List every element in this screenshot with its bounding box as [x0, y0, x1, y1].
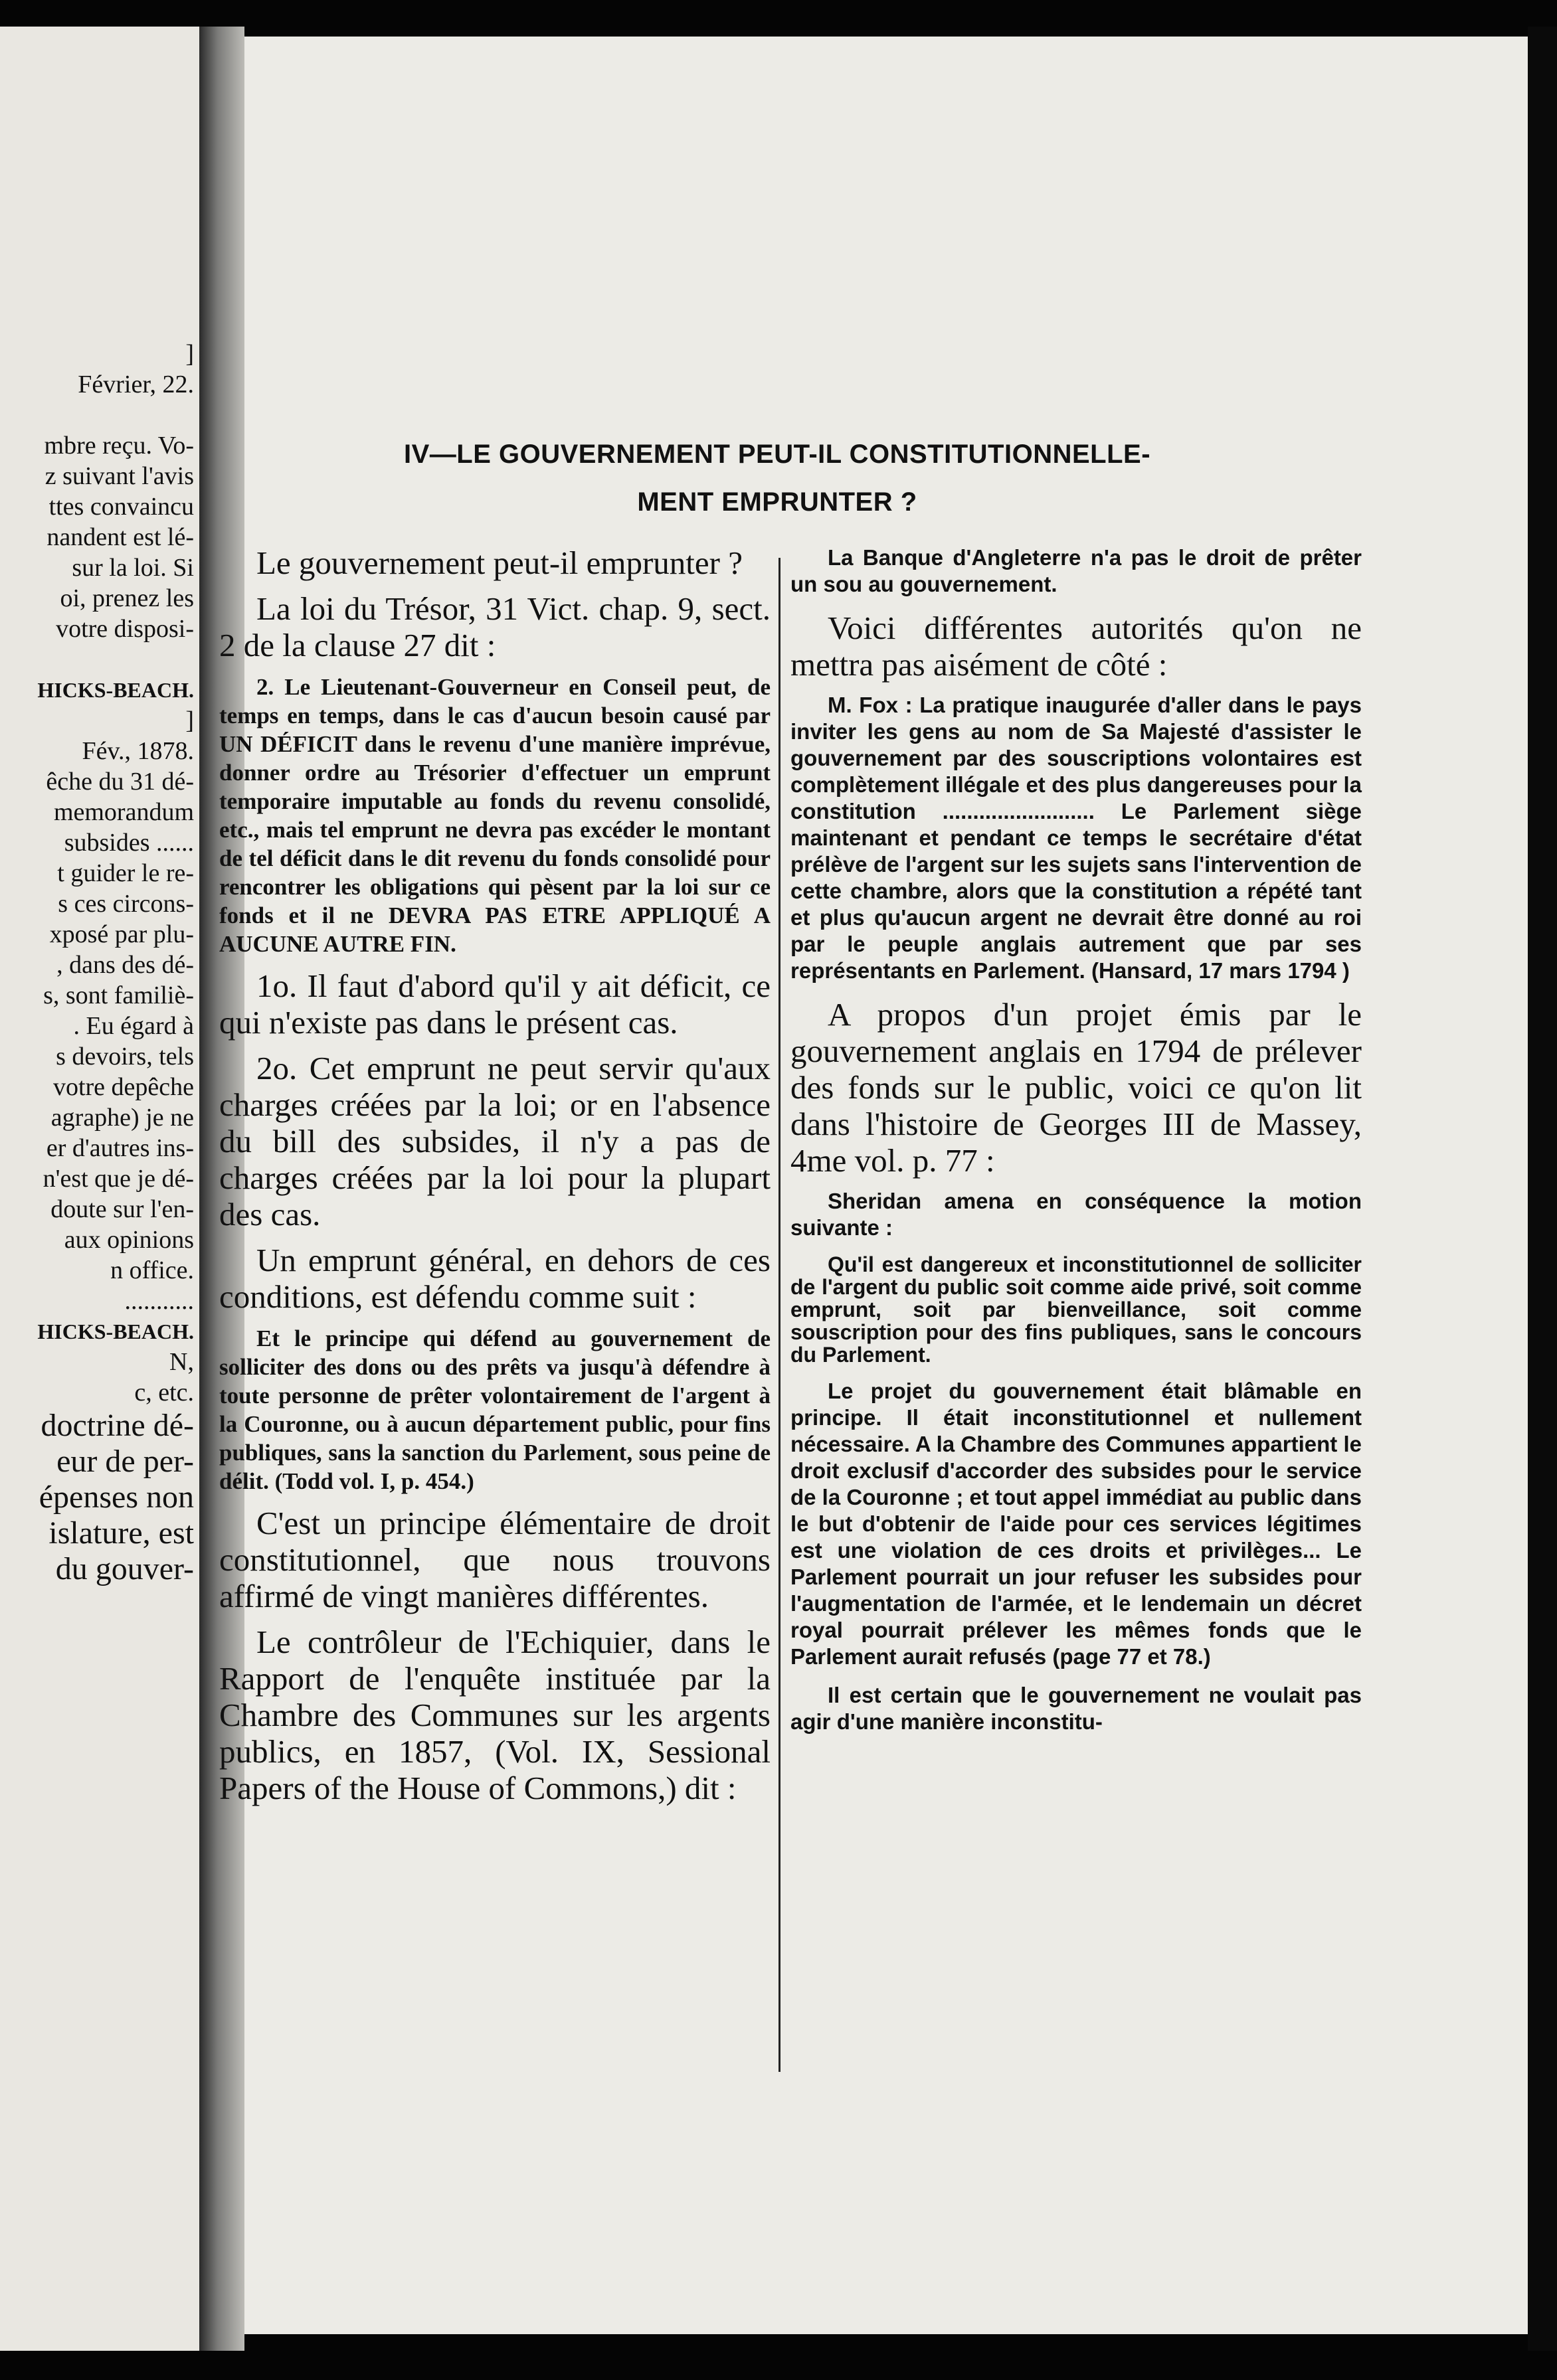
facing-line: oi, prenez les	[60, 584, 194, 612]
facing-line: n office.	[110, 1256, 194, 1284]
column-rule	[778, 558, 780, 2072]
facing-line: memorandum	[53, 798, 194, 826]
facing-page-text	[0, 339, 194, 1587]
facing-line: êche du 31 dé-	[46, 768, 194, 796]
scan-edge	[1528, 27, 1557, 2351]
facing-line: er d'autres ins-	[46, 1134, 194, 1162]
facing-line: subsides ......	[64, 829, 194, 857]
facing-line: sur la loi. Si	[72, 554, 194, 582]
facing-signature: HICKS-BEACH.	[37, 1319, 194, 1343]
facing-line: agraphe) je ne	[50, 1104, 194, 1132]
paragraph: Voici différentes autorités qu'on ne mettra pas aisément de côté :	[790, 610, 1362, 683]
facing-line: , dans des dé-	[56, 951, 194, 979]
facing-line: islature, est	[48, 1515, 194, 1551]
facing-line: s ces circons-	[58, 890, 194, 918]
facing-line: . Eu égard à	[73, 1012, 194, 1040]
facing-line: votre disposi-	[56, 615, 194, 643]
facing-line: ...........	[124, 1287, 194, 1315]
paragraph: 1o. Il faut d'abord qu'il y ait déficit, ce qui n'existe pas dans le présent cas.	[219, 968, 771, 1041]
law-quote: 2. Le Lieutenant-Gouverneur en Conseil peut, de temps en temps, dans le cas d'aucun besoin causé par UN DÉFICIT dans le revenu d'une manière imprévue, donner ordre au Trésorier d'effectuer un emprunt temporaire imputable au fonds du revenu consolidé, etc., mais tel emprunt ne devra pas excéder le montant de tel déficit dans le dit revenu du fonds consolidé pour rencontrer les obligations qui pèsent par la loi sur ce fonds et il ne DEVRA PAS ETRE APPLIQUÉ A AUCUNE AUTRE FIN.	[219, 674, 771, 957]
facing-line: Février, 22.	[78, 371, 194, 398]
facing-line: c, etc.	[134, 1379, 194, 1406]
left-column	[219, 545, 771, 1816]
paragraph: Le contrôleur de l'Echiquier, dans le Rapport de l'enquête instituée par la Chambre des Communes sur les argents publics, en 1857, (Vol. IX, Sessional Papers of the House of Commons,) dit :	[219, 1624, 771, 1806]
bank-statement: La Banque d'Angleterre n'a pas le droit de prêter un sou au gouvernement.	[790, 545, 1362, 596]
massey-quote: Le projet du gouvernement était blâmable en principe. Il était inconstitutionnel et nullement nécessaire. A la Chambre des Communes appartient le droit exclusif d'accorder des subsides pour le service de la Couronne ; et tout appel immédiat au public dans le but d'obtenir de l'aide pour ces services légitimes est une violation de ces droits et privilèges... Le Parlement pourrait un jour refuser les subsides pour l'augmentation de l'armée, et le lendemain un décret royal pourrait prélever les mêmes fonds que le Parlement aurait refusés (page 77 et 78.)	[790, 1379, 1362, 1669]
sheridan-motion: Qu'il est dangereux et inconstitutionnel de solliciter de l'argent du public soit comme aide privé, soit comme emprunt, soit par bienveillance, soit comme souscription pour des fins publiques, sans le concours du Parlement.	[790, 1252, 1362, 1367]
paragraph: Un emprunt général, en dehors de ces conditions, est défendu comme suit :	[219, 1242, 771, 1315]
facing-line: du gouver-	[55, 1551, 194, 1586]
section-heading	[239, 430, 1315, 526]
sheridan-intro: Sheridan amena en conséquence la motion suivante :	[790, 1189, 1362, 1240]
facing-page-fragment	[0, 27, 206, 2351]
facing-line: ]	[185, 340, 194, 368]
facing-line: xposé par plu-	[49, 920, 194, 948]
paragraph: Le gouvernement peut-il emprunter ?	[256, 545, 743, 581]
paragraph: Il est certain que le gouvernement ne voulait pas agir d'une manière inconstitu-	[790, 1683, 1362, 1734]
paragraph: 2o. Cet emprunt ne peut servir qu'aux charges créées par la loi; or en l'absence du bill des subsides, il n'y a pas de charges créées par la loi pour la plupart des cas.	[219, 1050, 771, 1232]
paragraph: La loi du Trésor, 31 Vict. chap. 9, sect. 2 de la clause 27 dit :	[219, 590, 771, 663]
facing-signature: HICKS-BEACH.	[37, 678, 194, 702]
facing-line: t guider le re-	[57, 859, 194, 887]
heading-line-2: MENT EMPRUNTER ?	[637, 487, 917, 517]
facing-line: s, sont familiè-	[43, 981, 194, 1009]
facing-line: ]	[185, 707, 194, 734]
facing-line: z suivant l'avis	[45, 462, 194, 490]
facing-line: n'est que je dé-	[43, 1165, 194, 1193]
facing-line: doctrine dé-	[41, 1408, 194, 1443]
facing-line	[0, 644, 194, 675]
paragraph: A propos d'un projet émis par le gouvernement anglais en 1794 de prélever des fonds sur le public, voici ce qu'on lit dans l'histoire de Georges III de Massey, 4me vol. p. 77 :	[790, 996, 1362, 1179]
facing-line: s devoirs, tels	[56, 1043, 194, 1070]
facing-line: N,	[169, 1348, 194, 1376]
paragraph: C'est un principe élémentaire de droit constitutionnel, que nous trouvons affirmé de vingt manières différentes.	[219, 1505, 771, 1614]
facing-line: ttes convaincu	[48, 493, 194, 521]
right-column	[790, 545, 1362, 1747]
heading-line-1: IV—LE GOUVERNEMENT PEUT-IL CONSTITUTIONNELLE-	[403, 440, 1151, 469]
facing-line: nandent est lé-	[46, 523, 194, 551]
facing-line: doute sur l'en-	[50, 1195, 194, 1223]
todd-quote: Et le principe qui défend au gouvernement de solliciter des dons ou des prêts va jusqu'à défendre à toute personne de prêter volontairement de l'argent à la Couronne, ou à aucun département public, pour fins publiques, sans la sanction du Parlement, sous peine de délit. (Todd vol. I, p. 454.)	[219, 1325, 771, 1494]
facing-line: votre depêche	[52, 1073, 194, 1101]
facing-line: épenses non	[39, 1480, 194, 1515]
facing-line: aux opinions	[64, 1226, 194, 1254]
fox-quote: M. Fox : La pratique inaugurée d'aller dans le pays inviter les gens au nom de Sa Majesté d'assister le gouvernement par des souscriptions volontaires est complètement illégale et des plus dangereuses pour la constitution ......................... Le Parlement siège maintenant et pendant ce temps le secrétaire d'état prélève de l'argent sur les sujets sans l'intervention de cette chambre, alors que la constitution a répété tant et plus qu'aucun argent ne devrait être donné au roi par le peuple anglais autrement que par ses représentants en Parlement. (Hansard, 17 mars 1794 )	[790, 693, 1362, 983]
facing-line: eur de per-	[56, 1444, 194, 1479]
facing-line: mbre reçu. Vo-	[44, 432, 194, 460]
facing-line	[0, 400, 194, 430]
facing-line: Fév., 1878.	[82, 737, 194, 765]
